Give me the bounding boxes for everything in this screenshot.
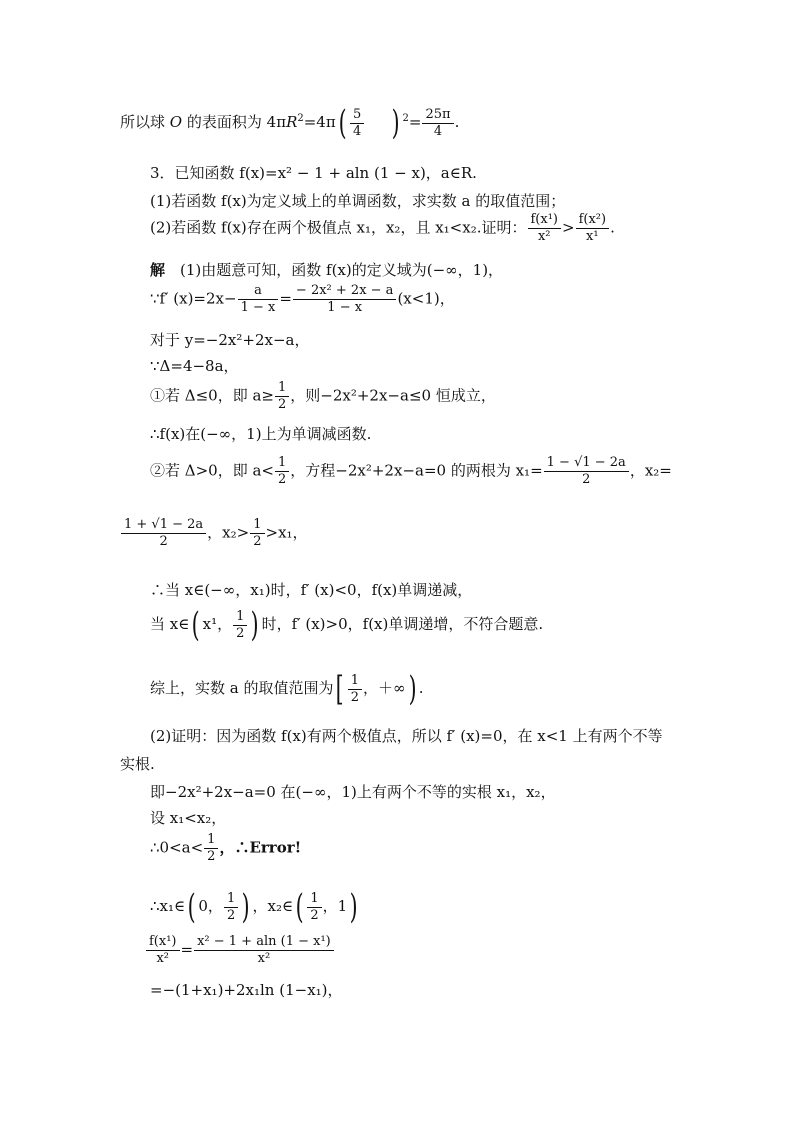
text: 的表面积为 4π (186, 113, 287, 131)
text-line-11: $\frac{1 + √1 - 2a}{2}$ ，x₂> $\frac{1}{2}$ >x₁， (120, 517, 308, 550)
text-line-22: =−(1+x₁)+2x₁ln (1−x₁)， (150, 981, 343, 999)
text-line-8: ①若 Δ≤0，即 a≥ $\frac{1}{2}$ ，则−2x²+2x−a≤0 恒成立， (150, 380, 496, 412)
text: O (169, 113, 183, 131)
fraction: $\frac{a}{1 - x}$ (238, 283, 279, 316)
text-line-10: ②若 Δ>0，即 a< $\frac{1}{2}$ ，方程−2x²+2x−a=0 的两根为 x₁= $\frac{1 - √1 - 2a}{2}$ ，x₂= (150, 455, 672, 487)
text-line-6: 对于 y=−2x²+2x−a， (150, 331, 310, 349)
fraction: $\frac{\text{f(x¹)}}{\text{x²}}$ (528, 212, 562, 245)
text: 2 (297, 113, 304, 124)
fraction: $\frac{1}{2}$ (204, 832, 218, 865)
text-line-1: 3．已知函数 f(x)=x² − 1 + aln (1 − x)，a∈R. (150, 164, 477, 182)
text: 2 (402, 113, 409, 124)
fraction: $\frac{1 + √1 - 2a}{2}$ (121, 517, 206, 550)
text-line-12: ∴当 x∈(−∞，x₁)时，f′ (x)<0，f(x)单调递减， (150, 581, 473, 599)
text-line-5: ∵f′ (x)=2x− $\frac{a}{1 - x}$ = $\frac{\text{− 2x² + 2x − a}}{1 - x}$ (x<1)， (150, 283, 455, 315)
text-line-20: ∴x₁∈( 0， $\frac{1}{2}$ ) ，x₂∈( $\frac{1}{2}$ ，1) (150, 887, 358, 927)
text-line-3: (2)若函数 f(x)存在两个极值点 x₁，x₂，且 x₁<x₂.证明： $\frac{\text{f(x¹)}}{\text{x²}}$ > $\frac{\text{f(x²)}}{\text{x¹}}$ . (150, 212, 615, 244)
fraction: $\frac{1 - √1 - 2a}{2}$ (544, 455, 629, 488)
text-line-4: 解 (1)由题意可知，函数 f(x)的定义域为(−∞，1)， (150, 261, 504, 279)
text-line-9: ∴f(x)在(−∞，1)上为单调减函数. (150, 425, 372, 443)
text-line-13: 当 x∈( x¹， $\frac{1}{2}$ ) 时，f′ (x)>0，f(x)单调递增，不符合题意. (150, 605, 544, 645)
text-line-2: (1)若函数 f(x)为定义域上的单调函数，求实数 a 的取值范围； (150, 192, 566, 210)
text-line-15: (2)证明：因为函数 f(x)有两个极值点，所以 f′ (x)=0，在 x<1 上有两个不等 (150, 727, 663, 745)
fraction: $\frac{1}{2}$ (275, 455, 289, 488)
fraction: $\frac{\text{x² − 1 + aln (1 − x¹)}}{\text{x²}}$ (194, 934, 334, 967)
fraction: $\frac{1}{2}$ (224, 891, 238, 924)
paren: ) (391, 103, 400, 143)
text-line-21: $\frac{\text{f(x¹)}}{\text{x²}}$ = $\frac{\text{x² − 1 + aln (1 − x¹)}}{\text{x²}}$ (145, 934, 335, 967)
text: 所以球 (120, 113, 166, 131)
text-line-7: ∵Δ=4−8a， (150, 357, 239, 375)
text: = (408, 113, 422, 131)
text-line-19: ∴0<a< $\frac{1}{2}$ ，∴Error! (150, 832, 302, 864)
fraction: $\frac{25\pi}{4}$ (422, 107, 453, 140)
fraction: $\frac{\text{f(x²)}}{\text{x¹}}$ (576, 212, 610, 245)
paren: ( (338, 103, 347, 143)
fraction: $\frac{\text{f(x¹)}}{\text{x²}}$ (146, 934, 180, 967)
fraction: $\frac{1}{2}$ (233, 609, 247, 642)
text-line-17: 即−2x²+2x−a=0 在(−∞，1)上有两个不等的实根 x₁，x₂， (150, 783, 556, 801)
text: R (286, 113, 298, 131)
fraction: $\frac{5}{4}$ (350, 107, 364, 140)
text-line-0: 所以球 O 的表面积为 $4\pi R^2=4\pi$( $\frac{5}{4}$ ) $^2$= $\frac{25\pi}{4}$ . (120, 103, 460, 143)
fraction: $\frac{1}{2}$ (250, 517, 264, 550)
text: =4π (303, 113, 336, 131)
fraction: $\frac{\text{− 2x² + 2x − a}}{1 - x}$ (293, 283, 397, 316)
fraction: $\frac{1}{2}$ (275, 380, 289, 413)
text-line-14: 综上，实数 a 的取值范围为[ $\frac{1}{2}$ ，＋∞) . (150, 669, 424, 709)
fraction: $\frac{1}{2}$ (307, 891, 321, 924)
fraction: $\frac{1}{2}$ (348, 673, 362, 706)
text-line-18: 设 x₁<x₂， (150, 809, 227, 827)
text-line-16: 实根. (120, 755, 155, 773)
